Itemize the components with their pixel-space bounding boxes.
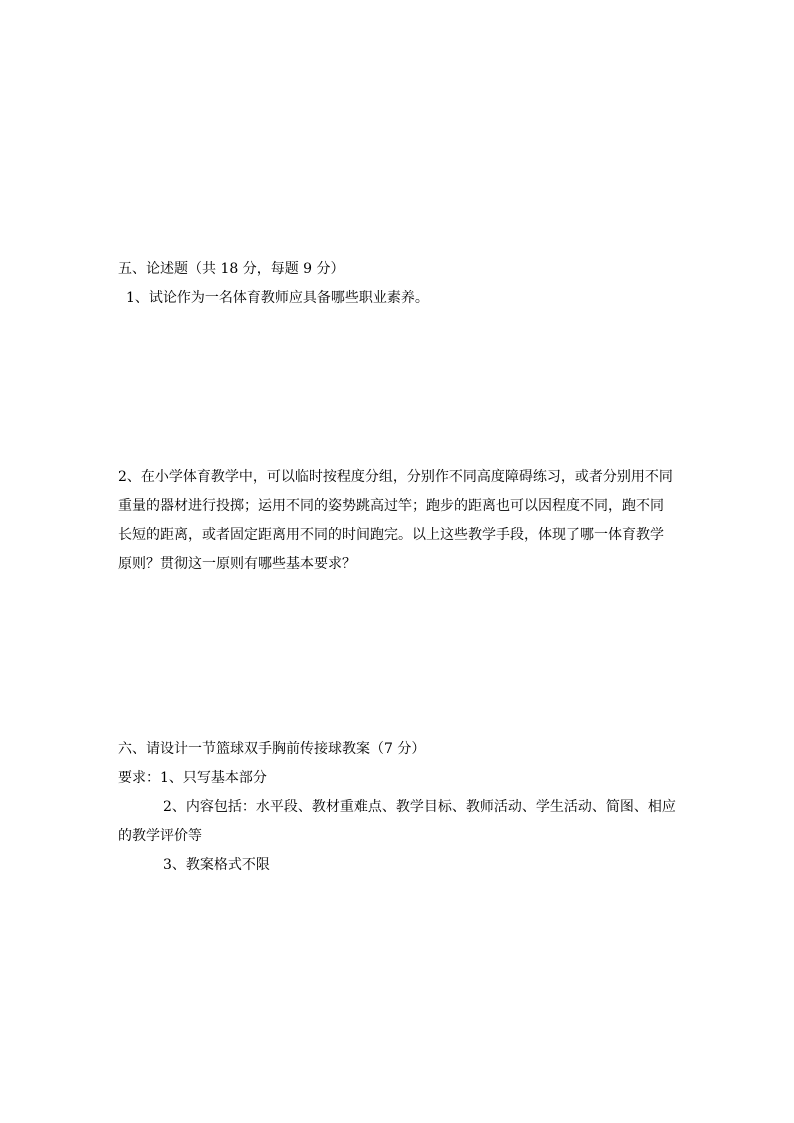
answer-space-question-2 bbox=[118, 579, 676, 735]
lesson-design-section-heading: 六、请设计一节篮球双手胸前传接球教案（7 分） bbox=[118, 741, 426, 757]
lesson-design-requirement-2-line-1: 2、内容包括：水平段、教材重难点、教学目标、教师活动、学生活动、简图、相应 bbox=[163, 799, 676, 815]
essay-question-2-line-3: 长短的距离，或者固定距离用不同的时间跑完。以上这些教学手段，体现了哪一体育教学 bbox=[118, 527, 664, 543]
lesson-design-requirement-2 bbox=[118, 793, 676, 851]
lesson-design-requirement-2-line-2: 的教学评价等 bbox=[118, 828, 202, 844]
essay-question-2-line-1: 2、在小学体育教学中，可以临时按程度分组，分别作不同高度障碍练习，或者分别用不同 bbox=[118, 469, 673, 485]
lesson-design-requirement-1: 要求：1、只写基本部分 bbox=[118, 770, 267, 786]
essay-section-heading: 五、论述题（共 18 分，每题 9 分） bbox=[118, 261, 345, 277]
essay-question-2-line-2: 重量的器材进行投掷；运用不同的姿势跳高过竿；跑步的距离也可以因程度不同，跑不同 bbox=[118, 498, 664, 514]
answer-space-question-1 bbox=[118, 313, 676, 463]
essay-question-2 bbox=[118, 463, 676, 579]
essay-question-2-line-4: 原则？贯彻这一原则有哪些基本要求？ bbox=[118, 556, 356, 572]
essay-question-1: 1、试论作为一名体育教师应具备哪些职业素养。 bbox=[126, 290, 429, 306]
lesson-design-requirement-3: 3、教案格式不限 bbox=[163, 857, 270, 873]
